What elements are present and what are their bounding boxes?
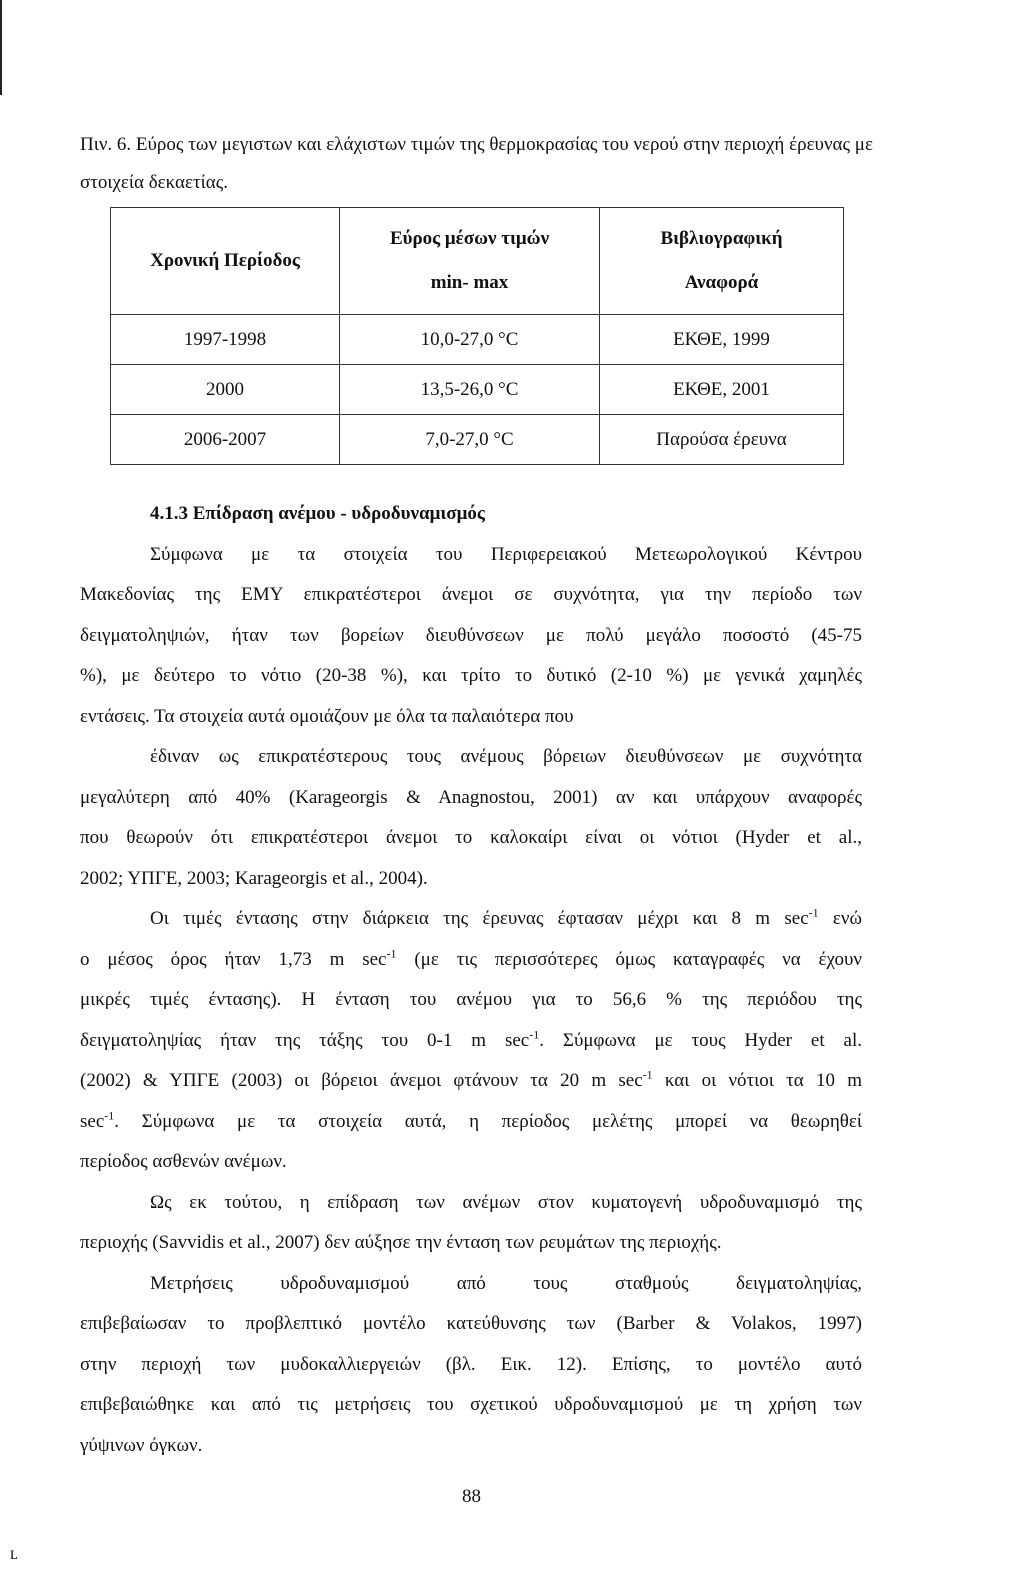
text-line [80, 1102, 862, 1143]
superscript: -1 [529, 1027, 540, 1042]
text-line: 2002; ΥΠΓΕ, 2003; Karageorgis et al., 2004). [80, 867, 428, 889]
table-row [111, 415, 844, 465]
text-line: δειγματοληψιών, ήταν των βορείων διευθύνσεων με πολύ μεγάλο ποσοστό (45-75 [80, 624, 862, 646]
cell-reference: ΕΚΘΕ, 2001 [600, 365, 844, 415]
table-caption: Πιν. 6. Εύρος των μεγιστων και ελάχιστων τιμών της θερμοκρασίας του νερού στην περιοχή έρευνας με στοιχεία δεκαετίας. [80, 134, 873, 193]
cell-period: 1997-1998 [111, 315, 340, 365]
body-text [80, 494, 862, 1466]
text-fragment: . Σύμφωνα με τους Hyder et al. [539, 1029, 862, 1051]
cell-range: 10,0-27,0 °C [340, 315, 600, 365]
header-range [340, 208, 600, 315]
text-line [80, 899, 862, 940]
cell-range: 7,0-27,0 °C [340, 415, 600, 465]
superscript: -1 [386, 946, 397, 961]
header-range-line2: min- max [430, 272, 509, 293]
text-fragment: . Σύμφωνα με τα στοιχεία αυτά, η περίοδος μελέτης μπορεί να θεωρηθεί [114, 1110, 862, 1132]
section-heading: 4.1.3 Επίδραση ανέμου - υδροδυναμισμός [150, 503, 485, 524]
text-fragment: (2002) & ΥΠΓΕ (2003) οι βόρειοι άνεμοι φτάνουν τα 20 m sec [80, 1070, 643, 1091]
text-line: μικρές τιμές έντασης). Η ένταση του ανέμου για το 56,6 % της περιόδου της [80, 989, 862, 1010]
text-fragment: ενώ [818, 908, 862, 929]
text-line: περιοχής (Savvidis et al., 2007) δεν αύξησε την ένταση των ρευμάτων της περιοχής. [80, 1232, 722, 1253]
text-fragment: ο μέσος όρος ήταν 1,73 m sec [80, 948, 387, 970]
text-line [80, 1061, 862, 1102]
text-fragment: και οι νότιοι τα 10 m [652, 1070, 862, 1091]
cell-reference: ΕΚΘΕ, 1999 [600, 315, 844, 365]
text-line: Ως εκ τούτου, η επίδραση των ανέμων στον κυματογενή υδροδυναμισμό της [150, 1191, 862, 1213]
text-line: %), με δεύτερο το νότιο (20-38 %), και τρίτο το δυτικό (2-10 %) με γενικά χαμηλές [80, 665, 862, 686]
cell-range: 13,5-26,0 °C [340, 365, 600, 415]
text-line: Μακεδονίας της ΕΜΥ επικρατέστεροι άνεμοι σε συχνότητα, για την περίοδο των [80, 584, 862, 605]
text-line: στην περιοχή των μυδοκαλλιεργειών (βλ. Εικ. 12). Επίσης, το μοντέλο αυτό [80, 1353, 862, 1375]
table-row [111, 365, 844, 415]
text-fragment: δειγματοληψίας ήταν της τάξης του 0-1 m sec [80, 1029, 530, 1051]
text-line: επιβεβαίωσαν το προβλεπτικό μοντέλο κατεύθυνσης των (Barber & Volakos, 1997) [80, 1313, 862, 1334]
text-line [80, 940, 862, 981]
text-line: εντάσεις. Τα στοιχεία αυτά ομοιάζουν με όλα τα παλαιότερα που [80, 705, 574, 727]
text-fragment: Οι τιμές έντασης στην διάρκεια της έρευνας έφτασαν μέχρι και 8 m sec [150, 908, 809, 929]
cell-period: 2006-2007 [111, 415, 340, 465]
text-line: περίοδος ασθενών ανέμων. [80, 1151, 287, 1172]
page-number: 88 [462, 1486, 481, 1507]
header-ref-line1: Βιβλιογραφική [660, 228, 783, 249]
cell-reference: Παρούσα έρευνα [600, 415, 844, 465]
text-fragment: sec [80, 1110, 105, 1132]
text-line: έδιναν ως επικρατέστερους τους ανέμους βόρειων διευθύνσεων με συχνότητα [150, 746, 862, 767]
text-fragment: (με τις περισσότερες όμως καταγραφές να έχουν [396, 948, 862, 970]
text-line [80, 1021, 862, 1062]
text-line: που θεωρούν ότι επικρατέστεροι άνεμοι το καλοκαίρι είναι οι νότιοι (Hyder et al., [80, 827, 862, 848]
text-line: γύψινων όγκων. [80, 1434, 203, 1456]
text-line: Μετρήσεις υδροδυναμισμού από τους σταθμούς δειγματοληψίας, [150, 1272, 862, 1294]
temperature-range-table [110, 207, 844, 465]
header-range-line1: Εύρος μέσων τιμών [389, 228, 550, 249]
header-reference [600, 208, 844, 315]
superscript: -1 [104, 1108, 115, 1123]
text-line: μεγαλύτερη από 40% (Karageorgis & Anagnostou, 2001) αν και υπάρχουν αναφορές [80, 786, 862, 808]
header-period: Χρονική Περίοδος [111, 208, 340, 315]
scan-edge-line [0, 0, 2, 95]
superscript: -1 [642, 1067, 653, 1082]
corner-mark-icon: ʟ [10, 1543, 18, 1563]
table-header-row [111, 208, 844, 315]
table-row [111, 315, 844, 365]
cell-period: 2000 [111, 365, 340, 415]
header-ref-line2: Αναφορά [684, 272, 759, 293]
text-line: επιβεβαιώθηκε και από τις μετρήσεις του σχετικού υδροδυναμισμού με τη χρήση των [80, 1394, 862, 1415]
superscript: -1 [808, 905, 819, 920]
text-line: Σύμφωνα με τα στοιχεία του Περιφερειακού Μετεωρολογικού Κέντρου [150, 543, 862, 565]
